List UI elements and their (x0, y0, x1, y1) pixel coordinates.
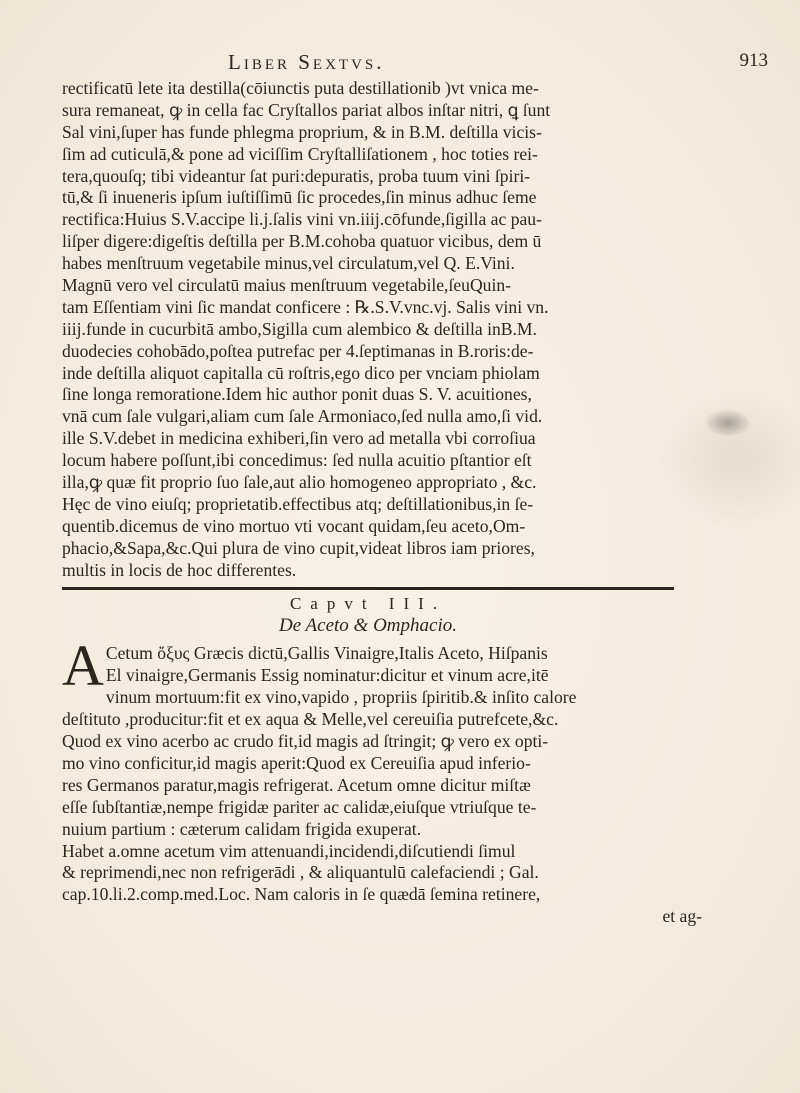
text-line: vinum mortuum:fit ex vino,vapido , propriis ſpiritib.& inſito calore (105, 687, 577, 708)
text-line: Hęc de vino eiuſq; proprietatib.effectibus atq; deſtillationibus,in ſe- (62, 493, 534, 514)
text-line: quentib.dicemus de vino mortuo vti vocant quidam,ſeu aceto,Om- (62, 515, 526, 536)
text-line: ſine longa remoratione.Idem hic author ponit duas S. V. acuitiones, (62, 384, 532, 405)
text-line: mo vino conficitur,id magis aperit:Quod ex Cereuiſia apud inferio- (62, 752, 531, 773)
section-rule (62, 587, 674, 590)
text-line: sura remaneat, ꝙ in cella fac Cryſtallos pariat albos inſtar nitri, ꝗ ſunt (62, 99, 551, 120)
text-line: vnā cum ſale vulgari,aliam cum ſale Armoniaco,ſed nulla amo,ſi vid. (62, 406, 543, 427)
text-line: phacio,&Sapa,&c.Qui plura de vino cupit,videat libros iam priores, (62, 537, 535, 558)
text-line: Habet a.omne acetum vim attenuandi,incidendi,diſcutiendi ſimul (62, 840, 516, 861)
page-number: 913 (739, 50, 768, 71)
text-line: habes menſtruum vegetabile minus,vel circulatum,vel Q. E.Vini. (62, 253, 515, 274)
text-line: multis in locis de hoc differentes. (62, 559, 297, 580)
text-line: iiij.funde in cucurbitā ambo,Sigilla cum alembico & deſtilla inB.M. (62, 318, 537, 339)
text-line: Quod ex vino acerbo ac crudo fit,id magis ad ſtringit; ꝙ vero ex opti- (62, 731, 549, 752)
text-line: tam Eſſentiam vini ſic mandat conficere : ℞.S.V.vnc.vj. Salis vini vn. (62, 296, 549, 317)
catchword: et ag- (662, 906, 702, 927)
text-line: ſim ad cuticulā,& pone ad viciſſim Cryſtalliſationem , hoc toties rei- (62, 143, 538, 164)
main-text (62, 78, 742, 928)
text-line: & reprimendi,nec non refrigerādi , & aliquantulū calefaciendi ; Gal. (62, 862, 539, 883)
text-line: duodecies cohobādo,poſtea putrefac per 4.ſeptimanas in B.roris:de- (62, 340, 534, 361)
running-head: Liber Sextvs. (228, 50, 385, 74)
text-line: ille S.V.debet in medicina exhiberi,ſin vero ad metalla vbi corroſiua (62, 428, 536, 449)
text-line: inde deſtilla aliquot capitalla cū roſtris,ego dico per vnciam phiolam (62, 362, 540, 383)
text-line: illa,ꝙ quæ fit proprio ſuo ſale,aut alio homogeneo appropriato , &c. (62, 472, 537, 493)
chapter-heading: Capvt III. (289, 594, 447, 614)
page-header (228, 50, 768, 78)
text-line: rectificatū lete ita destilla(cōiunctis puta destillationib )vt vnica me- (62, 78, 539, 98)
text-line: Cetum ὄξυς Græcis dictū,Gallis Vinaigre,Italis Aceto, Hiſpanis (105, 643, 548, 664)
text-line: Magnū vero vel circulatū maius menſtruum vegetabile,ſeuQuin- (62, 275, 511, 296)
text-line: cap.10.li.2.comp.med.Loc. Nam caloris in ſe quædā ſemina retinere, (62, 884, 541, 905)
text-line: eſſe ſubſtantiæ,nempe frigidæ pariter ac calidæ,eiuſque vtriuſque te- (62, 796, 537, 817)
drop-cap-initial: A (62, 633, 104, 699)
text-line: deſtituto ,producitur:fit et ex aqua & Melle,vel cereuiſia putrefcete,&c. (62, 709, 559, 730)
paragraph-vini-rectification (62, 78, 742, 581)
text-line: nuium partium : cæterum calidam frigida exuperat. (62, 818, 422, 839)
text-line: liſper digere:digeſtis deſtilla per B.M.cohoba quatuor vicibus, dem ū (62, 231, 542, 252)
chapter-title: De Aceto & Omphacio. (279, 615, 457, 637)
text-line: rectifica:Huius S.V.accipe li.j.ſalis vini vn.iiij.cōfunde,ſigilla ac pau- (62, 209, 542, 230)
text-line: tū,& ſi inueneris ipſum iuſtiſſimū ſic procedes,ſin minus adhuc ſeme (62, 187, 537, 208)
text-line: Sal vini,ſuper has funde phlegma proprium, & in B.M. deſtilla vicis- (62, 121, 542, 142)
text-line: El vinaigre,Germanis Essig nominatur:dicitur et vinum acre,itē (105, 665, 549, 686)
paragraph-acetum (62, 633, 742, 906)
text-line: locum habere poſſunt,ibi concedimus: ſed nulla acuitio pſtantior eſt (62, 450, 532, 471)
text-line: res Germanos paratur,magis refrigerat. Acetum omne dicitur miſtæ (62, 774, 531, 795)
text-line: tera,quouſq; tibi videantur ſat puri:depuratis, proba tuum vini ſpiri- (62, 165, 531, 186)
